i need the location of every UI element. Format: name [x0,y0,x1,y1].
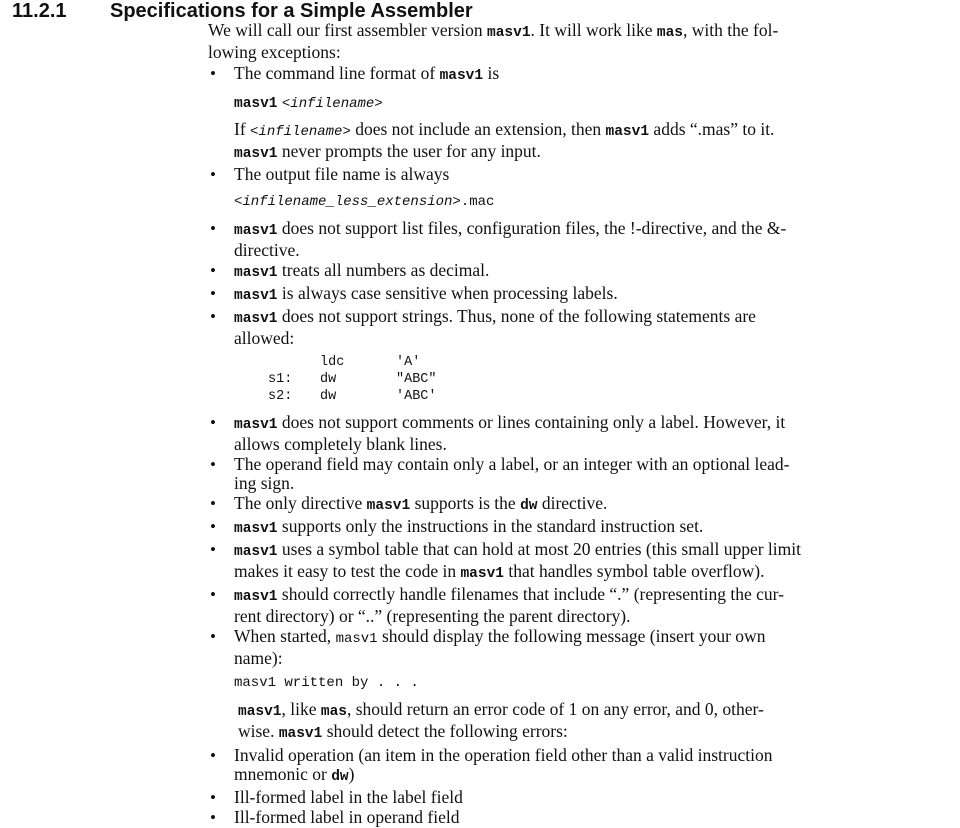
code-op: dw [320,372,337,387]
bullet-glyph: • [210,413,216,432]
code-arg: "ABC" [396,372,437,387]
item-text: wise. [238,721,279,741]
item-text: makes it easy to test the code in [234,561,461,581]
item-text: that handles symbol table overflow). [503,561,765,581]
intro-paragraph [208,21,948,62]
item-text: The command line format of [234,63,440,83]
bullet-glyph: • [210,540,216,559]
bullet-glyph: • [210,219,216,238]
item-text: does not include an extension, then [350,119,606,139]
item-keyword: mas [320,704,347,720]
item-text: ) [348,764,355,784]
item-arg: <infilename> [250,124,351,140]
command-format [234,92,948,114]
item-text: uses a symbol table that can hold at most 20 entries (this small upper limit [277,539,801,559]
item-text: Invalid operation (an item in the operation field other than a valid instruction [234,745,773,765]
list-item [208,455,948,493]
item-text: supports is the [410,493,521,513]
item-ext: .mac [460,194,495,210]
bullet-glyph: • [210,788,216,807]
bullet-glyph: • [210,808,216,827]
list-item [208,219,948,260]
bullet-glyph: • [210,455,216,474]
item-text: treats all numbers as decimal. [277,260,490,280]
bullet-glyph: • [210,494,216,513]
code-label: s1: [268,372,293,387]
item-text: never prompts the user for any input. [277,141,541,161]
bullet-glyph: • [210,585,216,604]
list-item [208,627,948,699]
item-text: When started, [234,626,336,646]
item-keyword: masv1 [234,265,278,281]
item-arg: <infilename> [281,96,383,112]
bullet-glyph: • [210,746,216,765]
item-keyword: masv1 [234,417,278,433]
item-text: , should return an error code of 1 on any error, and 0, other- [347,699,764,719]
bullet-glyph: • [210,165,216,184]
startup-message: masv1 written by . . . [234,675,419,691]
item-text: , like [281,699,321,719]
item-keyword: masv1 [234,96,278,112]
item-keyword: masv1 [439,68,484,84]
item-keyword: masv1 [460,566,504,582]
item-keyword: masv1 [234,544,278,560]
code-arg: 'A' [396,355,421,370]
item-text: rent directory) or “..” (representing the parent directory). [234,606,631,626]
intro-text: We will call our first assembler version [208,20,488,40]
bullet-glyph: • [210,627,216,646]
item-text: is always case sensitive when processing labels. [277,283,618,303]
code-op: dw [320,389,337,404]
section-title: Specifications for a Simple Assembler [110,0,473,22]
code-label: s2: [268,389,293,404]
code-arg: 'ABC' [396,389,437,404]
item-keyword: masv1 [234,288,278,304]
item-text: If [234,119,251,139]
list-item [208,494,948,516]
intro-text: , with the fol- [683,20,779,40]
error-list-item [208,746,948,787]
bullet-glyph: • [210,64,216,83]
code-line [268,388,948,405]
intro-keyword: masv1 [487,25,531,41]
item-arg: <infilename_less_extension> [234,194,461,210]
error-code-paragraph [238,700,948,744]
list-item [208,307,948,405]
item-text: does not support strings. Thus, none of the following statements are [277,306,756,326]
item-keyword: masv1 [335,631,378,647]
output-format [234,190,948,212]
list-item [208,165,948,218]
item-text: mnemonic or [234,764,332,784]
item-text: allows completely blank lines. [234,434,447,454]
item-keyword: dw [520,498,538,514]
item-keyword: masv1 [234,146,278,162]
item-text: directive. [537,493,608,513]
list-item [208,413,948,454]
item-text: should detect the following errors: [322,721,568,741]
code-op: ldc [320,355,345,370]
item-text: directive. [234,240,300,260]
item-text: allowed: [234,328,295,348]
item-keyword: masv1 [605,124,650,140]
command-note [234,120,948,164]
code-label [268,354,320,371]
intro-keyword: mas [656,25,684,41]
item-text: supports only the instructions in the standard instruction set. [277,516,704,536]
item-text: The output file name is always [234,164,450,184]
section-body [208,21,948,828]
item-keyword: masv1 [278,726,323,742]
item-text: should display the following message (insert your own [377,626,766,646]
list-item [208,517,948,539]
error-list-item [208,788,948,807]
item-keyword: masv1 [234,311,278,327]
item-text: The operand field may contain only a label, or an integer with an optional lead- [234,454,790,474]
code-line [268,354,948,371]
error-list-item [208,808,948,827]
bullet-glyph: • [210,517,216,536]
list-item [208,261,948,283]
item-text: does not support list files, configuration files, the !-directive, and the &- [277,218,787,238]
intro-text: . It will work like [530,20,657,40]
item-text: name): [234,648,283,668]
list-item [208,64,948,164]
list-item [208,284,948,306]
item-keyword: masv1 [238,704,282,720]
code-line [268,371,948,388]
bullet-glyph: • [210,261,216,280]
bullet-glyph: • [210,307,216,326]
item-text: ing sign. [234,473,295,493]
item-keyword: masv1 [234,589,278,605]
section-number: 11.2.1 [12,0,67,22]
item-text: Ill-formed label in the label field [234,787,463,807]
item-keyword: masv1 [366,498,411,514]
item-keyword: masv1 [234,223,278,239]
item-text: Ill-formed label in operand field [234,807,460,827]
item-text: adds “.mas” to it. [649,119,775,139]
code-block [268,354,948,405]
item-text: is [483,63,500,83]
item-text: The only directive [234,493,367,513]
item-keyword: masv1 [234,521,278,537]
intro-text: lowing exceptions: [208,42,341,62]
list-item [208,585,948,626]
list-item [208,540,948,584]
item-text: does not support comments or lines containing only a label. However, it [277,412,786,432]
bullet-glyph: • [210,284,216,303]
item-text: should correctly handle filenames that include “.” (representing the cur- [277,584,784,604]
item-keyword: dw [331,769,349,785]
